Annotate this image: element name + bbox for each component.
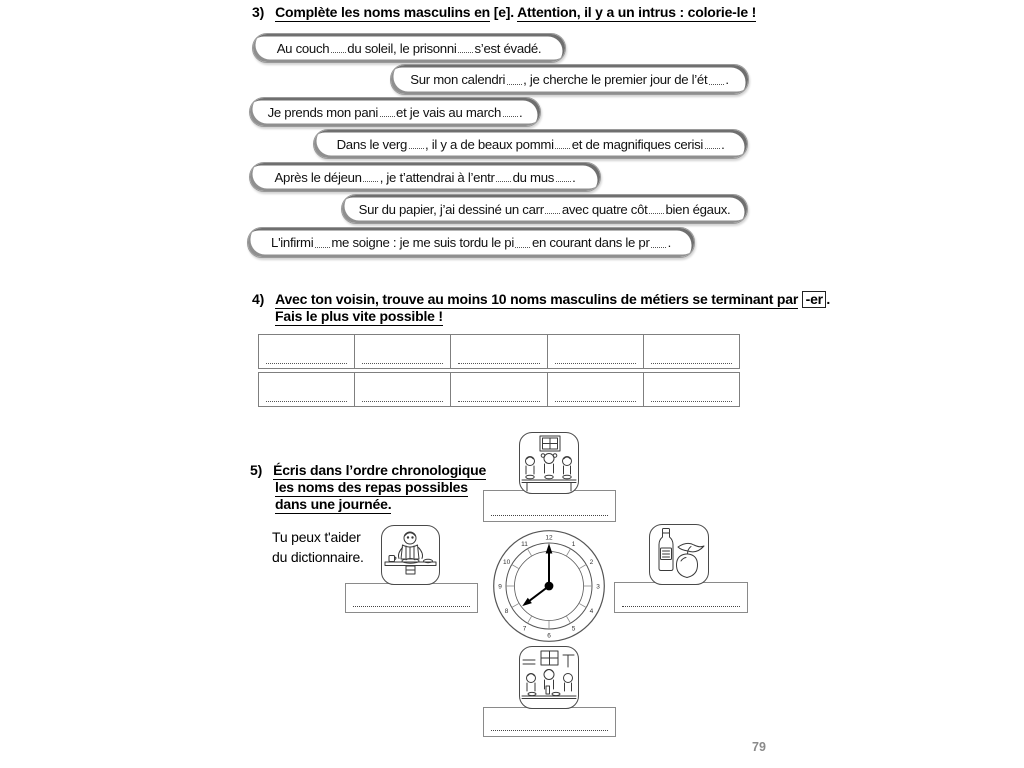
fill-in-blank[interactable] xyxy=(503,107,518,117)
dotted-answer-line xyxy=(491,515,608,516)
fill-in-blank[interactable] xyxy=(555,139,570,149)
dotted-answer-line xyxy=(362,363,443,364)
table-cell[interactable] xyxy=(259,335,354,368)
fill-in-blank[interactable] xyxy=(709,75,724,85)
exercise4-number: 4) xyxy=(252,291,265,307)
dotted-answer-line xyxy=(266,363,347,364)
clock-image xyxy=(492,529,606,643)
exercise3-title-part2: Attention, il y a un intrus : colorie-le ! xyxy=(517,4,757,20)
svg-text:4: 4 xyxy=(589,607,594,615)
children-breakfast-image xyxy=(519,432,579,494)
answer-box-left[interactable] xyxy=(345,583,478,613)
exercise5-number: 5) xyxy=(250,462,263,478)
svg-text:2: 2 xyxy=(589,558,594,566)
sentence-bubble[interactable]: Au couch du soleil, le prisonni s’est évadé. xyxy=(252,33,566,63)
sentence-bubble[interactable]: Sur mon calendri , je cherche le premier jour de l’ét . xyxy=(390,64,749,95)
dotted-answer-line xyxy=(266,401,347,402)
exercise4-heading-line2: Fais le plus vite possible ! xyxy=(275,308,443,324)
exercise3-number: 3) xyxy=(252,4,265,20)
fill-in-blank[interactable] xyxy=(380,107,395,117)
fill-in-blank[interactable] xyxy=(496,172,511,182)
exercise4-heading xyxy=(252,291,830,308)
exercise5-heading xyxy=(250,462,486,478)
fill-in-blank[interactable] xyxy=(515,238,530,248)
table-cell[interactable] xyxy=(643,373,739,406)
dotted-answer-line xyxy=(651,363,732,364)
fill-in-blank[interactable] xyxy=(651,238,666,248)
exercise5-title-line2: les noms des repas possibles xyxy=(275,479,468,495)
dotted-answer-line xyxy=(491,730,608,731)
minute-hand xyxy=(546,544,553,587)
table-cell[interactable] xyxy=(450,373,546,406)
dotted-answer-line xyxy=(353,606,470,607)
dotted-answer-line xyxy=(458,401,539,402)
fill-in-blank[interactable] xyxy=(556,172,571,182)
svg-text:12: 12 xyxy=(545,534,553,542)
fill-in-blank[interactable] xyxy=(705,139,720,149)
table-cell[interactable] xyxy=(450,335,546,368)
sentence-bubble[interactable]: Sur du papier, j’ai dessiné un carr avec quatre côt bien égaux. xyxy=(341,194,748,224)
svg-text:1: 1 xyxy=(571,540,576,548)
fill-in-blank[interactable] xyxy=(315,238,330,248)
exercise5-title-line1: Écris dans l’ordre chronologique xyxy=(273,462,487,478)
table-cell[interactable] xyxy=(547,335,643,368)
page-number: 79 xyxy=(752,740,766,754)
table-cell[interactable] xyxy=(547,373,643,406)
dictionary-hint: Tu peux t'aider du dictionnaire. xyxy=(272,529,364,565)
fill-in-blank[interactable] xyxy=(545,204,560,214)
sentence-bubble[interactable]: Dans le verg , il y a de beaux pommi et de magnifiques cerisi . xyxy=(313,129,748,159)
dotted-answer-line xyxy=(555,363,636,364)
exercise3-title-part1: Complète les noms masculins en xyxy=(275,4,491,20)
sentence-bubble[interactable]: Après le déjeun , je t’attendrai à l’entr du mus . xyxy=(249,162,601,192)
dotted-answer-line xyxy=(622,606,740,607)
svg-text:8: 8 xyxy=(504,607,509,615)
sentence-bubble[interactable]: Je prends mon pani et je vais au march . xyxy=(249,97,541,127)
suffix-er-box: -er xyxy=(802,291,826,308)
exercise3-title-bracket: [e]. xyxy=(493,4,514,20)
jobs-table-row xyxy=(258,372,740,407)
dotted-answer-line xyxy=(651,401,732,402)
table-cell[interactable] xyxy=(643,335,739,368)
man-eating-meal-image xyxy=(381,525,440,585)
bottle-and-apple-image xyxy=(649,524,709,585)
svg-text:9: 9 xyxy=(498,583,502,591)
dotted-answer-line xyxy=(555,401,636,402)
dotted-answer-line xyxy=(458,363,539,364)
exercise4-title-part1: Avec ton voisin, trouve au moins 10 noms masculins de métiers se terminant par xyxy=(275,291,799,307)
svg-text:11: 11 xyxy=(521,540,528,548)
table-cell[interactable] xyxy=(259,373,354,406)
jobs-table-row xyxy=(258,334,740,369)
fill-in-blank[interactable] xyxy=(363,172,378,182)
exercise4-title-period: . xyxy=(826,291,831,307)
fill-in-blank[interactable] xyxy=(507,75,522,85)
table-cell[interactable] xyxy=(354,335,450,368)
fill-in-blank[interactable] xyxy=(458,43,473,53)
fill-in-blank[interactable] xyxy=(649,204,664,214)
svg-text:6: 6 xyxy=(547,632,551,640)
fill-in-blank[interactable] xyxy=(409,139,424,149)
answer-box-right[interactable] xyxy=(614,582,748,613)
exercise5-title-line3: dans une journée. xyxy=(275,496,392,512)
svg-text:7: 7 xyxy=(522,625,527,633)
svg-text:10: 10 xyxy=(502,558,511,566)
answer-box-top[interactable] xyxy=(483,490,616,522)
svg-text:5: 5 xyxy=(571,625,576,633)
dotted-answer-line xyxy=(362,401,443,402)
answer-box-bottom[interactable] xyxy=(483,707,616,737)
svg-text:3: 3 xyxy=(596,583,600,591)
sentence-bubble[interactable]: L'infirmi me soigne : je me suis tordu le pi en courant dans le pr . xyxy=(247,227,695,258)
clock-center-dot xyxy=(545,582,554,591)
family-dinner-image xyxy=(519,646,579,709)
table-cell[interactable] xyxy=(354,373,450,406)
exercise3-heading xyxy=(252,4,756,20)
fill-in-blank[interactable] xyxy=(331,43,346,53)
